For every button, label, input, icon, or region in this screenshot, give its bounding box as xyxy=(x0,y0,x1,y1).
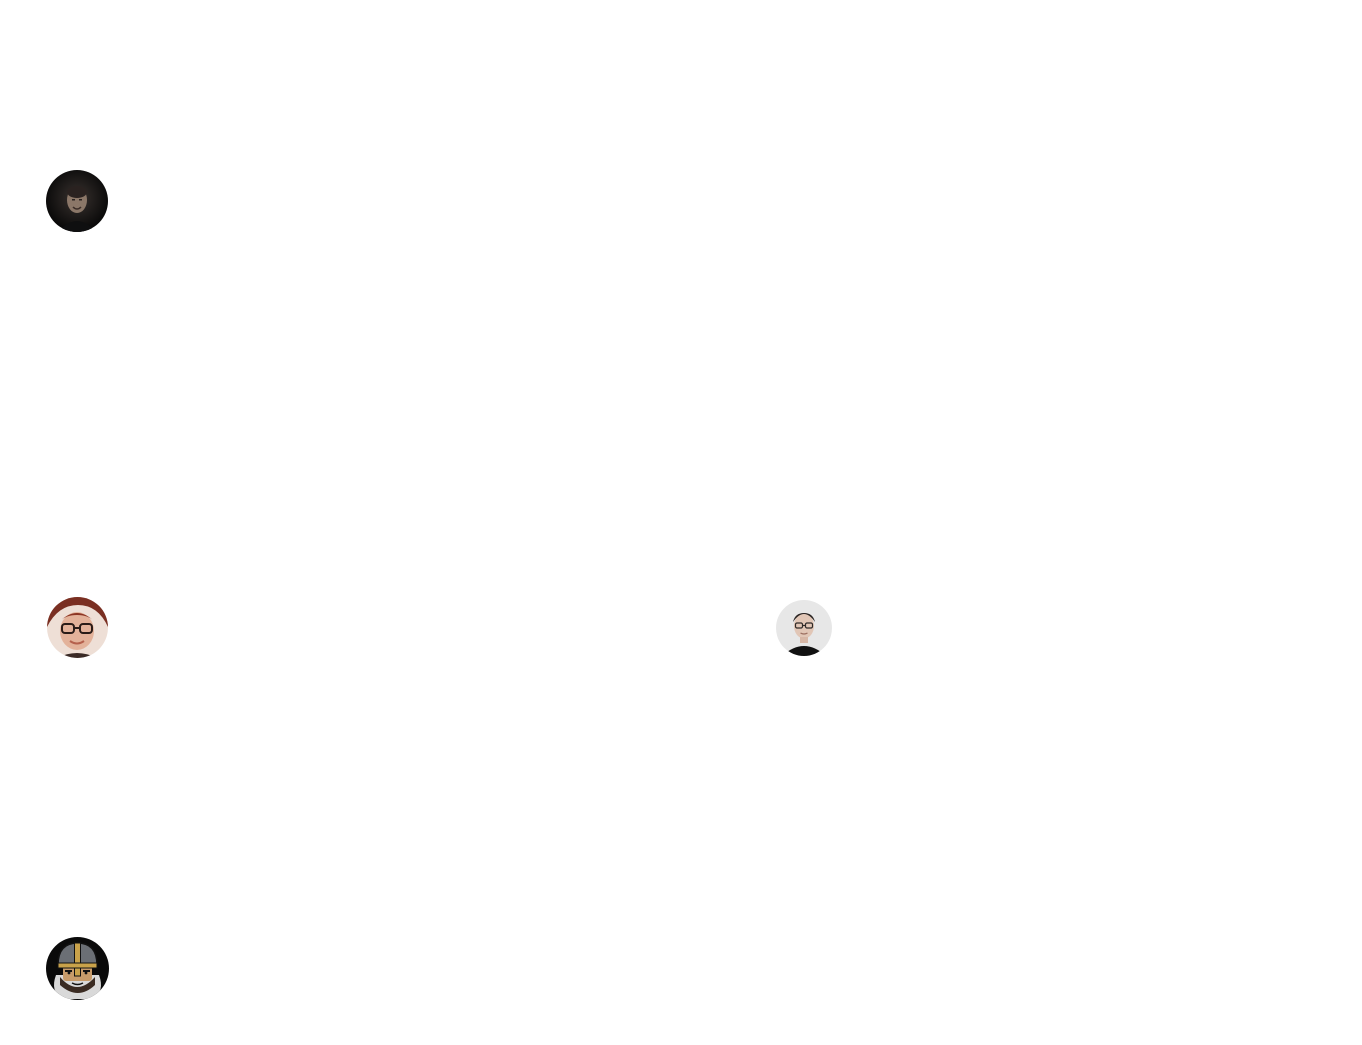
glasses-man-avatar-icon[interactable] xyxy=(776,600,832,656)
red-hair-glasses-avatar-icon[interactable] xyxy=(47,597,108,658)
viking-helmet-avatar-icon[interactable] xyxy=(46,937,109,1000)
dark-portrait-avatar-icon[interactable] xyxy=(46,170,108,232)
